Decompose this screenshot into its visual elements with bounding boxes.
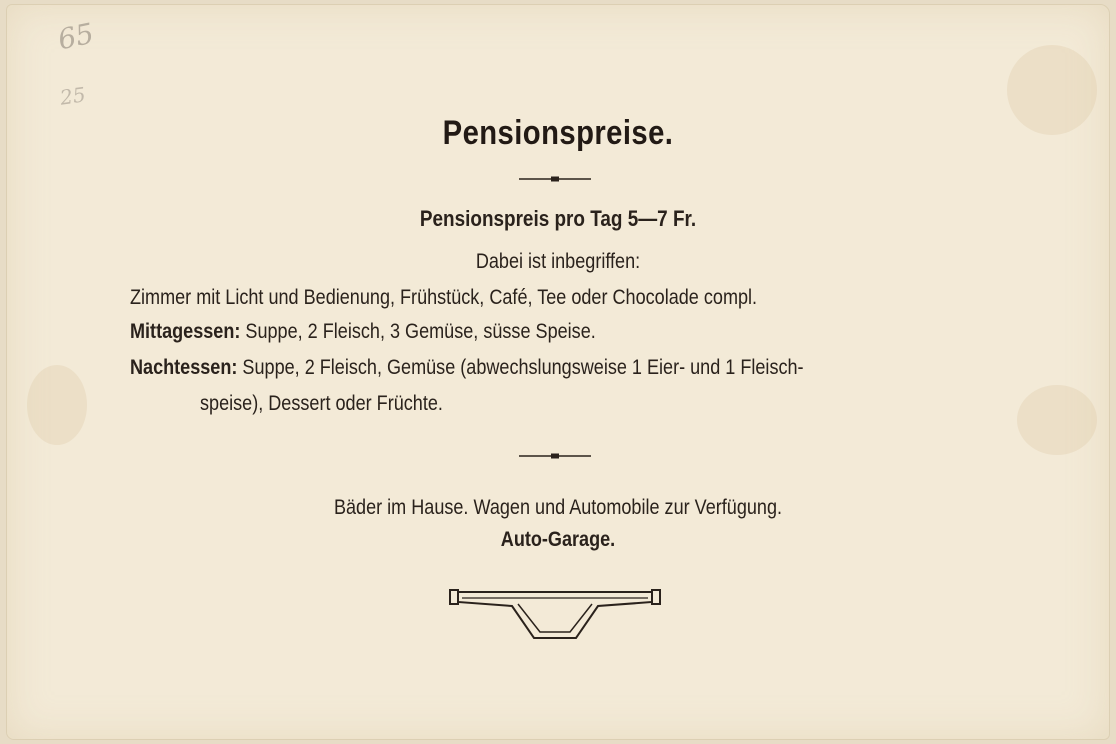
lunch-line bbox=[130, 320, 596, 344]
dinner-line bbox=[130, 356, 804, 380]
pencil-note-1: 65 bbox=[54, 16, 97, 57]
dinner-text: Suppe, 2 Fleisch, Gemüse (abwechslungsweise 1 Eier- und 1 Fleisch- bbox=[242, 356, 804, 379]
garage-line: Auto-Garage. bbox=[500, 528, 616, 551]
decorative-emblem bbox=[448, 586, 662, 644]
amenities-line: Bäder im Hause. Wagen und Automobile zur Verfügung. bbox=[333, 496, 783, 519]
price-line: Pensionspreis pro Tag 5—7 Fr. bbox=[419, 206, 697, 231]
included-intro: Dabei ist inbegriffen: bbox=[475, 250, 641, 273]
lunch-label: Mittagessen: bbox=[130, 320, 241, 343]
pencil-note-2: 25 bbox=[58, 82, 87, 110]
divider-ornament-top bbox=[519, 175, 591, 183]
dinner-continuation: speise), Dessert oder Früchte. bbox=[200, 392, 443, 415]
lunch-text: Suppe, 2 Fleisch, 3 Gemüse, süsse Speise. bbox=[245, 320, 596, 343]
divider-ornament-bottom bbox=[519, 452, 591, 460]
room-line: Zimmer mit Licht und Bedienung, Frühstück, Café, Tee oder Chocolade compl. bbox=[130, 286, 758, 309]
dinner-label: Nachtessen: bbox=[130, 356, 238, 379]
page-title: Pensionspreise. bbox=[442, 114, 674, 152]
